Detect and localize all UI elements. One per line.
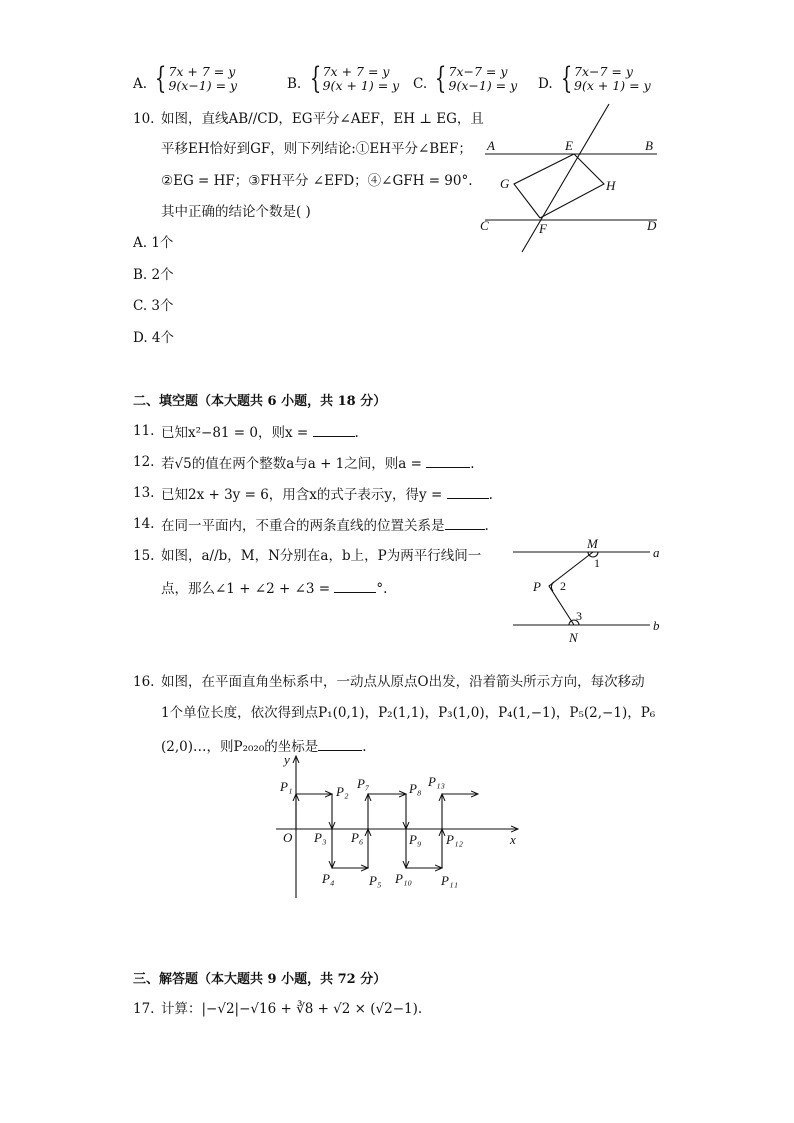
answer-blank[interactable] xyxy=(313,422,355,437)
q13-text xyxy=(161,484,493,504)
q9-option-d xyxy=(538,61,651,96)
equation-line: 7x−7 = y xyxy=(448,64,508,79)
label-p11: P₁₁ xyxy=(441,873,458,888)
label-p9: P₉ xyxy=(409,832,422,847)
segment-eg-gf xyxy=(514,154,574,218)
option-label: A. xyxy=(133,76,148,92)
q11-text xyxy=(161,422,359,442)
label-c: C xyxy=(480,218,489,233)
label-h: H xyxy=(606,178,616,193)
q12-text xyxy=(161,453,475,473)
q12-number: 12. xyxy=(133,454,155,470)
question-text: 在同一平面内，不重合的两条直线的位置关系是 xyxy=(161,518,445,534)
label-e: E xyxy=(565,138,573,153)
label-o: O xyxy=(283,830,293,845)
equation-line: 9(x + 1) = y xyxy=(574,78,651,93)
equation-system: { 7x−7 = y 9(x−1) = y xyxy=(435,61,518,96)
answer-blank[interactable] xyxy=(334,578,376,593)
label-p13: P₁₃ xyxy=(428,774,445,789)
label-p: P xyxy=(533,579,541,594)
label-g: G xyxy=(500,176,510,191)
label-p8: P₈ xyxy=(409,781,422,796)
punctuation: . xyxy=(484,518,489,534)
label-p2: P₂ xyxy=(336,784,349,799)
punctuation: . xyxy=(354,425,359,441)
option-label: C. xyxy=(413,76,428,92)
q14-text xyxy=(161,515,489,535)
equation-line: 7x + 7 = y xyxy=(168,64,236,79)
q10-figure xyxy=(475,100,670,258)
q16-line2: 1个单位长度，依次得到点P₁(0,1)，P₂(1,1)，P₃(1,0)，P₄(1,−1)，P₅(2,−1)，P₆ xyxy=(161,705,656,721)
equation-line: 9(x−1) = y xyxy=(168,78,238,93)
label-p5: P₅ xyxy=(369,873,382,888)
segment-eh-hf xyxy=(540,154,604,218)
answer-blank[interactable] xyxy=(426,453,470,468)
label-d: D xyxy=(647,218,657,233)
equation-line: 9(x−1) = y xyxy=(448,78,518,93)
q16-figure xyxy=(270,752,528,902)
label-b: B xyxy=(645,138,653,153)
punctuation: °. xyxy=(376,581,388,597)
answer-blank[interactable] xyxy=(447,484,489,499)
q10-line4: 其中正确的结论个数是( ) xyxy=(161,204,311,220)
equation-system: { 7x−7 = y 9(x + 1) = y xyxy=(560,61,651,96)
label-f: F xyxy=(539,221,547,236)
q10-option-c: C. 3个 xyxy=(133,298,174,314)
q16-line1: 如图，在平面直角坐标系中，一动点从原点O出发，沿着箭头所示方向，每次移动 xyxy=(161,674,645,690)
angle-1-label: 1 xyxy=(594,556,600,570)
q17-number: 17. xyxy=(133,1001,155,1017)
q10-option-d: D. 4个 xyxy=(133,330,175,346)
equation-system: { 7x + 7 = y 9(x−1) = y xyxy=(155,61,238,96)
q10-option-b: B. 2个 xyxy=(133,267,174,283)
option-label: D. xyxy=(538,76,553,92)
label-p3: P₃ xyxy=(314,830,327,845)
q15-number: 15. xyxy=(133,548,155,564)
equation-system: { 7x + 7 = y 9(x + 1) = y xyxy=(309,61,400,96)
q17-text: 计算：|−√2|−√16 + ∛8 + √2 × (√2−1). xyxy=(161,1001,423,1017)
label-a: A xyxy=(487,138,495,153)
label-p1: P₁ xyxy=(280,779,293,794)
label-p12: P₁₂ xyxy=(446,832,463,847)
option-label: B. xyxy=(287,76,302,92)
q15-line1: 如图，a//b，M，N分别在a，b上，P为两平行线间一 xyxy=(161,548,482,564)
label-p10: P₁₀ xyxy=(395,871,412,886)
q10-option-a: A. 1个 xyxy=(133,235,174,251)
answer-blank[interactable] xyxy=(445,515,485,530)
q16-number: 16. xyxy=(133,674,155,690)
punctuation: . xyxy=(470,456,475,472)
q10-line1: 如图，直线AB//CD，EG平分∠AEF，EH ⊥ EG，且 xyxy=(161,111,484,127)
label-n: N xyxy=(569,630,578,645)
q9-option-c xyxy=(413,61,518,96)
label-m: M xyxy=(587,536,598,551)
question-text: 点，那么∠1 + ∠2 + ∠3 = xyxy=(161,581,335,597)
q10-line2: 平移EH恰好到GF，则下列结论:①EH平分∠BEF； xyxy=(161,141,472,157)
angle-3-label: 3 xyxy=(576,609,582,623)
line-ef xyxy=(522,104,609,252)
label-a: a xyxy=(653,545,660,560)
label-y: y xyxy=(284,752,290,767)
q13-number: 13. xyxy=(133,485,155,501)
punctuation: . xyxy=(488,487,493,503)
angle-2-label: 2 xyxy=(560,579,566,593)
q11-number: 11. xyxy=(133,423,155,439)
q9-option-a xyxy=(133,61,238,96)
equation-line: 9(x + 1) = y xyxy=(322,78,400,93)
path-mpn xyxy=(549,552,593,625)
label-p7: P₇ xyxy=(357,776,370,791)
label-p4: P₄ xyxy=(322,871,335,886)
label-x: x xyxy=(510,832,516,847)
q14-number: 14. xyxy=(133,516,155,532)
label-p6: P₆ xyxy=(351,830,364,845)
punctuation: . xyxy=(362,739,367,755)
q9-option-b xyxy=(287,61,400,96)
equation-line: 7x−7 = y xyxy=(574,64,633,79)
equation-line: 7x + 7 = y xyxy=(322,64,390,79)
question-text: 已知2x + 3y = 6，用含x的式子表示y，得y = xyxy=(161,487,447,503)
label-b: b xyxy=(653,618,660,633)
q15-figure xyxy=(505,534,670,646)
question-text: (2,0)…，则P₂₀₂₀的坐标是 xyxy=(161,739,319,755)
answer-blank[interactable] xyxy=(318,736,362,751)
q15-line2 xyxy=(161,578,387,598)
section-3-heading: 三、解答题（本大题共 9 小题，共 72 分） xyxy=(133,972,387,987)
question-text: 已知x²−81 = 0，则x = xyxy=(161,425,313,441)
question-text: 若√5的值在两个整数a与a + 1之间，则a = xyxy=(161,456,427,472)
q10-number: 10. xyxy=(133,111,155,127)
section-2-heading: 二、填空题（本大题共 6 小题，共 18 分） xyxy=(133,394,387,409)
q10-line3: ②EG = HF；③FH平分 ∠EFD；④∠GFH = 90°. xyxy=(161,173,473,189)
